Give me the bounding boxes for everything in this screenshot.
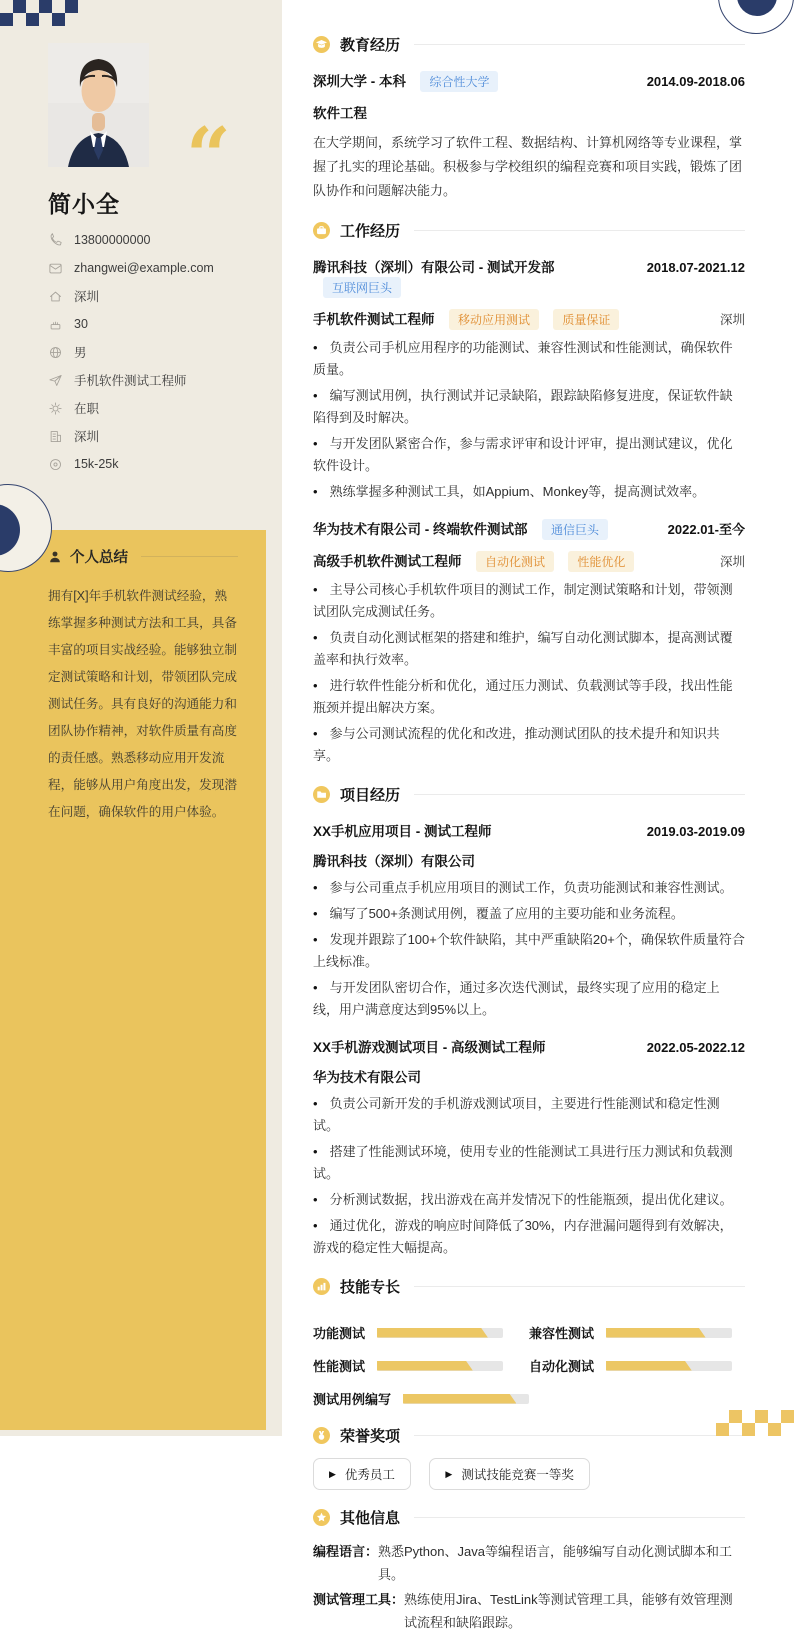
section-rule	[414, 794, 745, 795]
skill-item	[313, 1323, 529, 1342]
skill-label: 自动化测试	[529, 1359, 595, 1374]
contact-item-city	[48, 422, 263, 450]
honors-header	[313, 1425, 745, 1446]
contact-value: 15k-25k	[74, 457, 119, 471]
skill-label: 功能测试	[313, 1326, 366, 1341]
contact-item-salary	[48, 450, 263, 478]
bullet-item: • 与开发团队紧密合作，参与需求评审和设计评审，提出测试建议，优化软件设计。	[313, 436, 733, 473]
profile-photo	[48, 43, 149, 167]
mail-icon	[48, 261, 63, 276]
role-tag: 移动应用测试	[449, 309, 539, 330]
section-title: 技能专长	[340, 1279, 401, 1296]
project-bullets	[313, 1093, 745, 1259]
bullet-item: • 编写了500+条测试用例，覆盖了应用的主要功能和业务流程。	[313, 906, 684, 921]
project-date: 2022.05-2022.12	[646, 1040, 745, 1055]
status-icon	[48, 401, 63, 416]
bullet-item: • 分析测试数据，找出游戏在高并发情况下的性能瓶颈，提出优化建议。	[313, 1192, 733, 1207]
work-header	[313, 220, 745, 241]
role-title: 高级手机软件测试工程师	[313, 554, 462, 569]
skill-item	[313, 1389, 529, 1408]
company-tag: 互联网巨头	[323, 277, 401, 298]
contact-item-position	[48, 366, 263, 394]
contact-value: 13800000000	[74, 233, 151, 247]
role-title: 手机软件测试工程师	[313, 312, 435, 327]
education-desc: 在大学期间，系统学习了软件工程、数据结构、计算机网络等专业课程，掌握了扎实的理论基础。积极参与学校组织的编程竞赛和项目实践，锻炼了团队协作和问题解决能力。	[313, 135, 743, 198]
main-column	[282, 0, 794, 1630]
contact-value: 在职	[74, 402, 100, 416]
skills-header	[313, 1276, 745, 1297]
bullet-item: • 主导公司核心手机软件项目的测试工作，制定测试策略和计划，带领测试团队完成测试任务。	[313, 582, 733, 619]
skill-bar-fill	[606, 1361, 692, 1371]
portrait-illustration	[48, 43, 149, 167]
gender-icon	[48, 345, 63, 360]
skill-bar	[403, 1394, 529, 1404]
skill-item	[529, 1356, 745, 1375]
work-date: 2018.07-2021.12	[646, 260, 745, 275]
checker-decoration-top-left	[0, 0, 78, 26]
work-section	[313, 220, 745, 767]
contact-item-email	[48, 254, 263, 282]
section-title: 项目经历	[340, 787, 401, 804]
section-title: 其他信息	[340, 1510, 401, 1527]
play-icon: ▶	[445, 1468, 453, 1479]
skill-bar-fill	[606, 1328, 706, 1338]
work-bullets	[313, 337, 745, 503]
section-title: 荣誉奖项	[340, 1428, 401, 1445]
contact-value: zhangwei@example.com	[74, 261, 214, 275]
project-entry	[313, 820, 745, 1021]
skill-item	[313, 1356, 529, 1375]
bullet-item: • 编写测试用例，执行测试并记录缺陷，跟踪缺陷修复进度，保证软件缺陷得到及时解决。	[313, 388, 733, 425]
company-tag: 通信巨头	[542, 519, 608, 540]
work-bullets	[313, 579, 745, 767]
folder-icon	[313, 786, 330, 803]
project-bullets	[313, 877, 745, 1021]
sidebar	[0, 0, 282, 1436]
bullet-item: • 负责公司手机应用程序的功能测试、兼容性测试和性能测试，确保软件质量。	[313, 340, 733, 377]
other-info-item	[313, 1540, 745, 1586]
skill-bar	[377, 1361, 503, 1371]
contact-value: 30	[74, 317, 88, 331]
project-name: XX手机游戏测试项目 - 高级测试工程师	[313, 1040, 546, 1055]
role-tag: 自动化测试	[476, 551, 554, 572]
skill-label: 测试用例编写	[313, 1392, 392, 1407]
project-date: 2019.03-2019.09	[646, 824, 745, 839]
honor-list	[313, 1458, 745, 1490]
play-icon: ▶	[329, 1468, 336, 1479]
summary-title: 个人总结	[70, 550, 128, 566]
bullet-item: • 负责公司新开发的手机游戏测试项目，主要进行性能测试和稳定性测试。	[313, 1096, 720, 1133]
other-info-text: 熟悉Python、Java等编程语言，能够编写自动化测试脚本和工具。	[378, 1544, 732, 1582]
salary-icon	[48, 457, 63, 472]
section-title: 教育经历	[340, 37, 401, 54]
section-title: 工作经历	[340, 223, 401, 240]
other-info-label: 测试管理工具：	[313, 1592, 405, 1607]
contact-item-age	[48, 310, 263, 338]
education-entry	[313, 70, 745, 203]
bullet-item: • 发现并跟踪了100+个软件缺陷，其中严重缺陷20+个，确保软件质量符合上线标准。	[313, 932, 745, 969]
company-name: 腾讯科技（深圳）有限公司 - 测试开发部	[313, 260, 555, 275]
home-icon	[48, 289, 63, 304]
role-tag: 质量保证	[553, 309, 619, 330]
summary-section	[0, 546, 266, 826]
work-entry	[313, 256, 745, 503]
contact-value: 男	[74, 346, 87, 360]
education-section	[313, 34, 745, 203]
skills-section	[313, 1276, 745, 1408]
section-rule	[414, 1435, 745, 1436]
project-company: 腾讯科技（深圳）有限公司	[313, 854, 475, 869]
honor-badge: ▶ 测试技能竞赛一等奖	[429, 1458, 589, 1490]
skill-list	[313, 1309, 745, 1408]
work-location: 深圳	[719, 555, 745, 569]
name: 简小全	[48, 191, 120, 217]
contact-item-status	[48, 394, 263, 422]
skill-bar	[606, 1328, 732, 1338]
paper-plane-icon	[48, 373, 63, 388]
project-company: 华为技术有限公司	[313, 1070, 421, 1085]
star-icon	[313, 1509, 330, 1526]
honors-section	[313, 1425, 745, 1490]
education-date: 2014.09-2018.06	[646, 74, 745, 89]
summary-text: 拥有[X]年手机软件测试经验，熟练掌握多种测试方法和工具，具备丰富的项目实战经验。能够独立制定测试策略和计划，带领团队完成测试任务。具有良好的沟通能力和团队协作精神，对软件质量有高度的责任感。熟悉移动应用开发流程，能够从用户角度出发，发现潜在问题，确保软件的用户体验。	[48, 589, 237, 819]
skill-bar	[606, 1361, 732, 1371]
other-info-label: 编程语言：	[313, 1544, 379, 1559]
major: 软件工程	[313, 106, 367, 121]
skill-item	[529, 1323, 745, 1342]
skill-bar-fill	[403, 1394, 516, 1404]
other-info-item	[313, 1588, 745, 1634]
contact-value: 深圳	[74, 430, 100, 444]
other-info-text: 熟练使用Jira、TestLink等测试管理工具，能够有效管理测试流程和缺陷跟踪。	[404, 1592, 733, 1630]
section-rule	[414, 44, 745, 45]
role-tag: 性能优化	[568, 551, 634, 572]
skill-bar	[377, 1328, 503, 1338]
contact-value: 深圳	[74, 290, 100, 304]
bullet-item: • 参与公司重点手机应用项目的测试工作，负责功能测试和兼容性测试。	[313, 880, 733, 895]
school-name: 深圳大学 - 本科	[313, 74, 406, 89]
briefcase-icon	[313, 222, 330, 239]
other-info-list	[313, 1540, 745, 1634]
bullet-item: • 与开发团队密切合作，通过多次迭代测试，最终实现了应用的稳定上线，用户满意度达到95%以上。	[313, 980, 720, 1017]
quote-icon: “	[186, 111, 231, 202]
other-section	[313, 1507, 745, 1634]
company-name: 华为技术有限公司 - 终端软件测试部	[313, 522, 528, 537]
projects-header	[313, 784, 745, 805]
bar-chart-icon	[313, 1278, 330, 1295]
cake-icon	[48, 317, 63, 332]
section-rule	[414, 1286, 745, 1287]
medal-icon	[313, 1427, 330, 1444]
person-icon	[48, 550, 62, 564]
bullet-item: • 熟练掌握多种测试工具，如Appium、Monkey等，提高测试效率。	[313, 484, 706, 499]
skill-bar-fill	[377, 1328, 488, 1338]
skill-label: 性能测试	[313, 1359, 366, 1374]
contact-list	[48, 226, 263, 478]
contact-item-home	[48, 282, 263, 310]
education-icon	[313, 36, 330, 53]
bullet-item: • 参与公司测试流程的优化和改进，推动测试团队的技术提升和知识共享。	[313, 726, 720, 763]
summary-divider	[141, 556, 238, 558]
skill-label: 兼容性测试	[529, 1326, 595, 1341]
bullet-item: • 进行软件性能分析和优化，通过压力测试、负载测试等手段，找出性能瓶颈并提出解决方案。	[313, 678, 733, 715]
project-entry	[313, 1036, 745, 1259]
bullet-item: • 负责自动化测试框架的搭建和维护，编写自动化测试脚本，提高测试覆盖率和执行效率。	[313, 630, 733, 667]
honor-badge: ▶ 优秀员工	[313, 1458, 411, 1490]
section-rule	[414, 230, 745, 231]
contact-value: 手机软件测试工程师	[74, 374, 187, 388]
bullet-item: • 通过优化，游戏的响应时间降低了30%，内存泄漏问题得到有效解决，游戏的稳定性大幅提高。	[313, 1218, 733, 1255]
work-entry	[313, 518, 745, 767]
summary-header	[48, 546, 238, 567]
skill-bar-fill	[377, 1361, 473, 1371]
projects-section	[313, 784, 745, 1259]
other-header	[313, 1507, 745, 1528]
phone-icon	[48, 233, 63, 248]
main-content	[282, 0, 794, 1634]
building-icon	[48, 429, 63, 444]
bullet-item: • 搭建了性能测试环境，使用专业的性能测试工具进行压力测试和负载测试。	[313, 1144, 733, 1181]
work-date: 2022.01-至今	[667, 522, 745, 537]
contact-item-gender	[48, 338, 263, 366]
work-location: 深圳	[719, 313, 745, 327]
section-rule	[414, 1517, 745, 1518]
contact-item-phone	[48, 226, 263, 254]
checker-decoration-bottom-right	[716, 1410, 794, 1436]
project-name: XX手机应用项目 - 测试工程师	[313, 824, 492, 839]
education-header	[313, 34, 745, 55]
school-tag: 综合性大学	[420, 71, 498, 92]
